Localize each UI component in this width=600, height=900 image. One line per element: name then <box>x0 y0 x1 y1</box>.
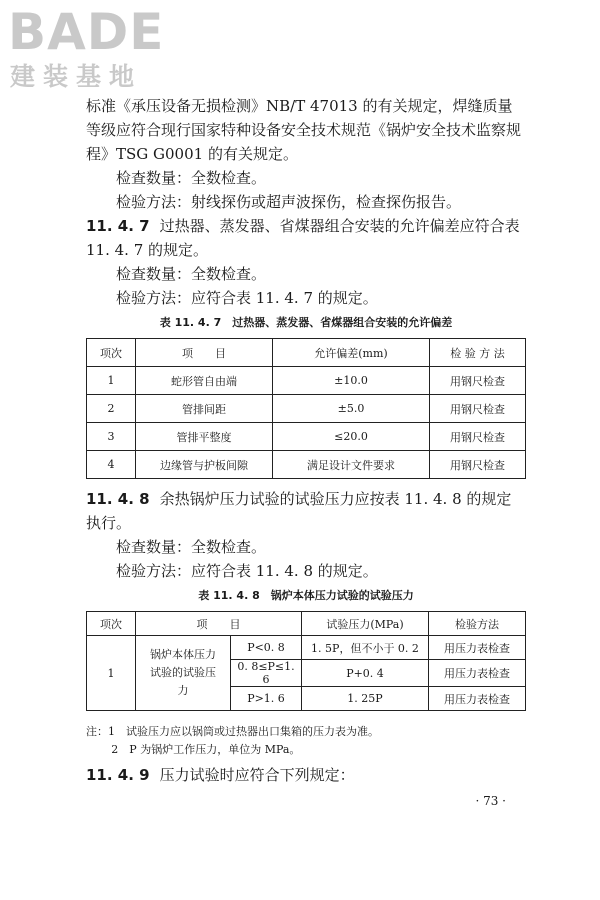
table-cell: 锅炉本体压力试验的试验压力 <box>136 636 231 711</box>
note-line: 注：1 试验压力应以锅筒或过热器出口集箱的压力表为准。 <box>86 725 379 738</box>
table-cell: P>1. 6 <box>231 687 302 711</box>
header-cell: 试验压力(MPa) <box>302 612 429 636</box>
clause-number: 11. 4. 9 <box>86 766 150 784</box>
page-content <box>86 94 526 787</box>
table-cell: 管排平整度 <box>136 423 273 451</box>
table-row <box>87 636 526 660</box>
header-cell: 允许偏差(mm) <box>273 339 430 367</box>
inspection-method: 检验方法：应符合表 11. 4. 8 的规定。 <box>116 562 378 580</box>
paragraph-continued: 标准《承压设备无损检测》NB/T 47013 的有关规定，焊缝质量等级应符合现行国家特种设备安全技术规范《锅炉安全技术监察规程》TSG G0001 的有关规定。 <box>86 97 522 163</box>
header-cell: 检 验 方 法 <box>430 339 526 367</box>
table-cell: 蛇形管自由端 <box>136 367 273 395</box>
test-pressure-table <box>86 611 526 711</box>
header-cell: 项次 <box>87 612 136 636</box>
table-cell: 用压力表检查 <box>429 687 526 711</box>
header-cell: 项 目 <box>136 612 302 636</box>
header-cell: 项 目 <box>136 339 273 367</box>
inspection-quantity: 检查数量：全数检查。 <box>116 265 267 283</box>
clause-11-4-9 <box>86 763 526 787</box>
table-cell: ≤20.0 <box>273 423 430 451</box>
table-header-row <box>87 339 526 367</box>
table-cell: ±5.0 <box>273 395 430 423</box>
bade-logo <box>8 4 183 94</box>
inspection-quantity: 检查数量：全数检查。 <box>116 169 267 187</box>
table-cell: 用钢尺检查 <box>430 395 526 423</box>
table-cell: 1 <box>87 367 136 395</box>
header-cell: 检验方法 <box>429 612 526 636</box>
header-cell: 项次 <box>87 339 136 367</box>
logo-subtitle: 建装基地 <box>10 62 143 91</box>
table-row <box>87 367 526 395</box>
table-header-row <box>87 612 526 636</box>
table-row <box>87 451 526 479</box>
table-cell: P<0. 8 <box>231 636 302 660</box>
logo-brand: BADE <box>8 3 165 61</box>
clause-text: 余热锅炉压力试验的试验压力应按表 11. 4. 8 的规定执行。 <box>86 490 512 532</box>
table-cell: 3 <box>87 423 136 451</box>
table-cell: 1 <box>87 636 136 711</box>
table-cell: 用钢尺检查 <box>430 451 526 479</box>
inspection-method: 检验方法：射线探伤或超声波探伤，检查探伤报告。 <box>116 193 462 211</box>
inspection-method: 检验方法：应符合表 11. 4. 7 的规定。 <box>116 289 378 307</box>
clause-number: 11. 4. 8 <box>86 490 150 508</box>
clause-number: 11. 4. 7 <box>86 217 150 235</box>
page-number: · 73 · <box>475 794 506 808</box>
table-cell: 满足设计文件要求 <box>273 451 430 479</box>
table-cell: 0. 8≤P≤1. 6 <box>231 660 302 687</box>
clause-11-4-8 <box>86 487 526 535</box>
table-cell: 1. 5P，但不小于 0. 2 <box>302 636 429 660</box>
table-cell: 用压力表检查 <box>429 660 526 687</box>
table-cell: 2 <box>87 395 136 423</box>
table-caption-11-4-7: 表 11. 4. 7 过热器、蒸发器、省煤器组合安装的允许偏差 <box>159 316 453 329</box>
tolerance-table <box>86 338 526 479</box>
table-cell: P+0. 4 <box>302 660 429 687</box>
table-cell: 用压力表检查 <box>429 636 526 660</box>
clause-text: 压力试验时应符合下列规定： <box>159 766 355 784</box>
table-row <box>87 423 526 451</box>
table-cell: 1. 25P <box>302 687 429 711</box>
note-line: 2 P 为锅炉工作压力，单位为 MPa。 <box>111 743 301 756</box>
table-cell: 管排间距 <box>136 395 273 423</box>
table-cell: 用钢尺检查 <box>430 423 526 451</box>
table-row <box>87 395 526 423</box>
clause-text: 过热器、蒸发器、省煤器组合安装的允许偏差应符合表 11. 4. 7 的规定。 <box>86 217 520 259</box>
inspection-quantity: 检查数量：全数检查。 <box>116 538 267 556</box>
clause-11-4-7 <box>86 214 526 262</box>
table-cell: 4 <box>87 451 136 479</box>
table-cell: 用钢尺检查 <box>430 367 526 395</box>
table-notes <box>86 723 526 759</box>
table-cell: 边缘管与护板间隙 <box>136 451 273 479</box>
table-cell: ±10.0 <box>273 367 430 395</box>
table-caption-11-4-8: 表 11. 4. 8 锅炉本体压力试验的试验压力 <box>198 589 414 602</box>
